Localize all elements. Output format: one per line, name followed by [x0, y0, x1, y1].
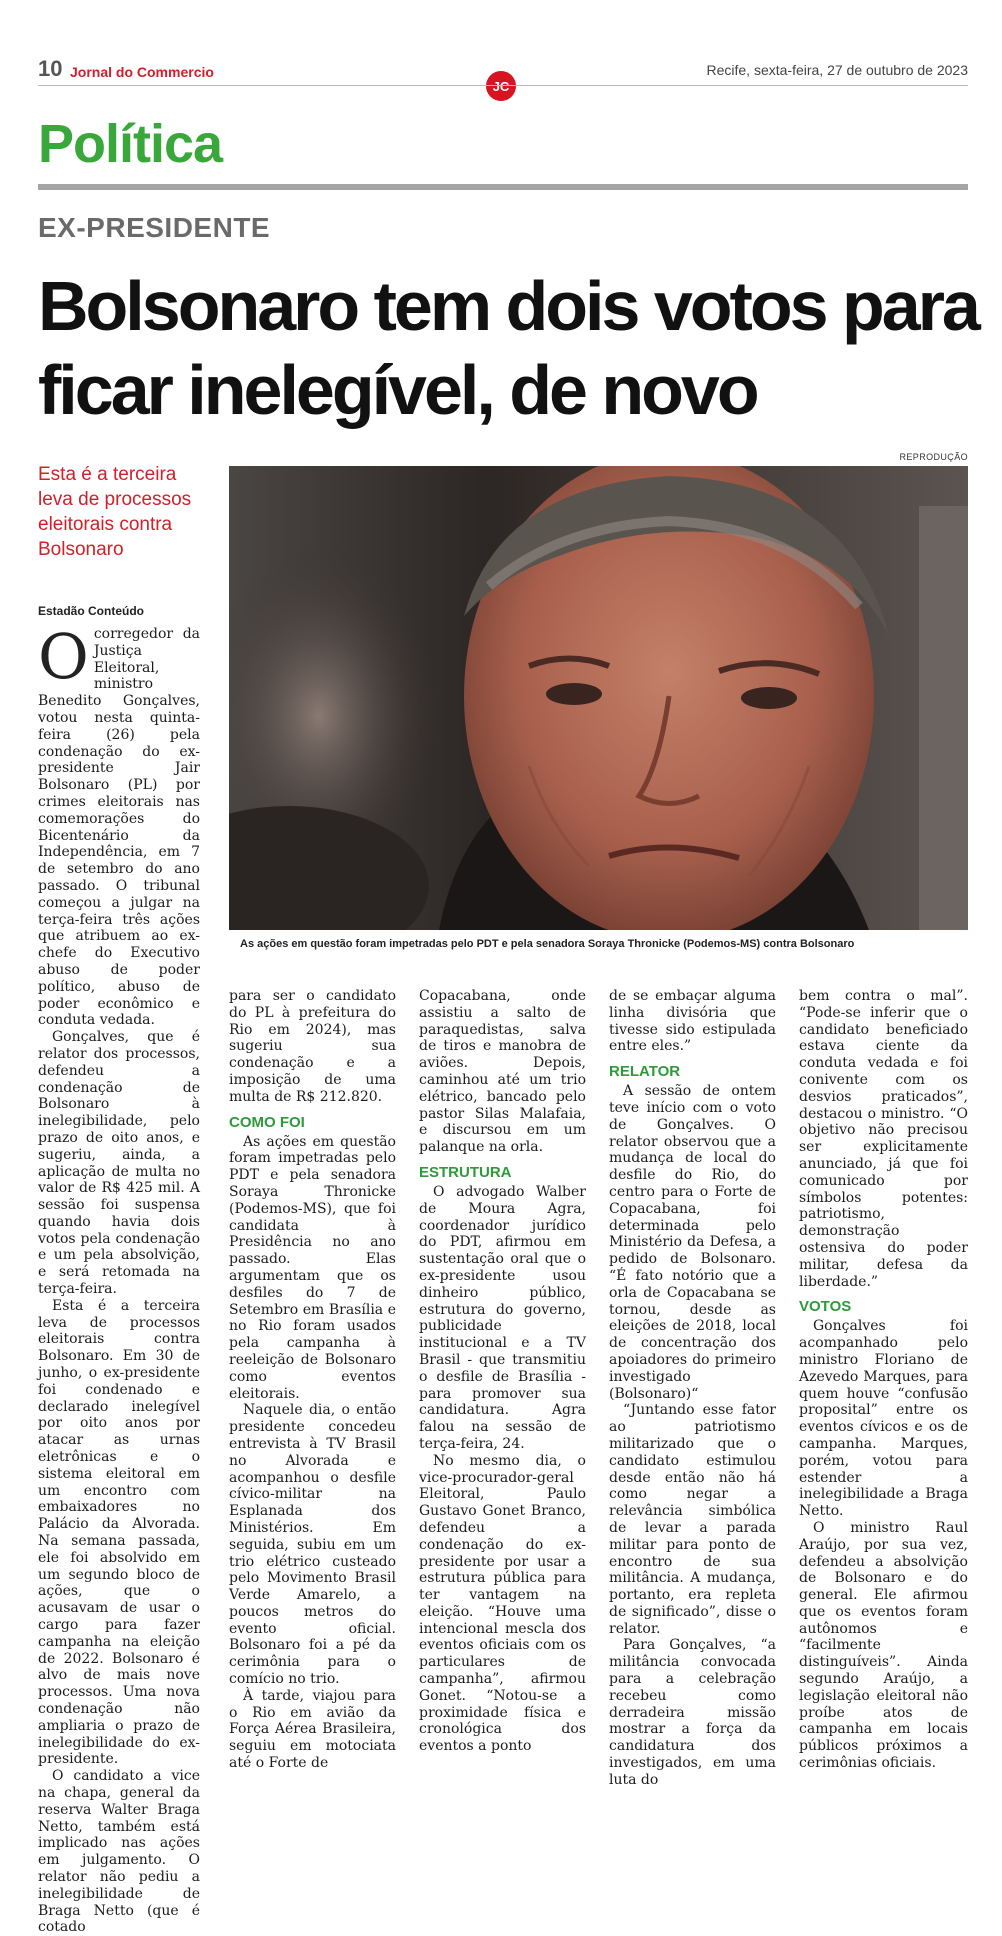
paragraph: para ser o candidato do PL à prefeitura do Rio em 2024), mas sugeriu sua condenação e a imposição de uma multa de R$ 212.820. — [229, 988, 396, 1105]
paragraph: O candidato a vice na chapa, general da reserva Walter Braga Netto, também está implicado nas ações em julgamento. O relator não pediu a inelegibilidade de Braga Netto (que é cotado — [38, 1768, 200, 1936]
kicker: EX-PRESIDENTE — [38, 212, 271, 243]
paragraph: A sessão de ontem teve início com o voto de Gonçalves. O relator observou que a mudança de local do desfile do Rio, do centro para o Forte de Copacabana, foi determinada pelo Ministério da Defesa, a pedido de Bolsonaro. “É fato notório que a orla de Copacabana se tornou, desde as eleições de 2018, local de concentração dos apoiadores do primeiro investigado (Bolsonaro)“ — [609, 1083, 776, 1402]
paragraph: Naquele dia, o então presidente concedeu entrevista à TV Brasil no Alvorada e acompanhou o desfile cívico-militar na Esplanada dos Ministérios. Em seguida, subiu em um trio elétrico custeado pelo Movimento Brasil Verde Amarelo, a poucos metros do evento oficial. Bolsonaro foi a pé da cerimônia para o comício no trio. — [229, 1402, 396, 1688]
deck: Esta é a terceira leva de processos eleitorais contra Bolsonaro — [38, 464, 192, 560]
portrait-illustration — [229, 466, 968, 930]
byline: Estadão Conteúdo — [38, 604, 145, 618]
headline: Bolsonaro tem dois votos para ficar inelegível, de novo — [38, 267, 978, 429]
paragraph: Esta é a terceira leva de processos eleitorais contra Bolsonaro. Em 30 de junho, o ex-presidente foi condenado e declarado inelegível por oito anos por atacar as urnas eletrônicas e o sistema eleitoral em um encontro com embaixadores no Palácio da Alvorada. Na semana passada, ele foi absolvido em um segundo bloco de ações, que o acusavam de usar o cargo para fazer campanha na eleição de 2022. Bolsonaro é alvo de mais nove processos. Uma nova condenação não ampliaria o prazo de inelegibilidade do ex-presidente. — [38, 1297, 200, 1768]
paragraph: As ações em questão foram impetradas pelo PDT e pela senadora Soraya Thronicke (Podemos-MS), que foi candidata à Presidência no ano passado. Elas argumentam que os desfiles do 7 de Setembro em Brasília e no Rio foram usados pela campanha à reeleição de Bolsonaro como eventos eleitorais. — [229, 1133, 396, 1402]
article-column-4 — [609, 988, 776, 1789]
page-number: 10 — [38, 56, 63, 81]
jc-logo: JC — [486, 71, 516, 101]
article-column-3 — [419, 988, 586, 1755]
paragraph: bem contra o mal”. “Pode-se inferir que o candidato beneficiado estava ciente da conduta vedada e foi conivente com os desvios praticados”, destacou o ministro. “O objetivo não precisou ser explicitamente anunciado, já que foi comunicado por símbolos potentes: patriotismo, demonstração ostensiva do poder militar, defesa da liberdade.” — [799, 988, 968, 1290]
article-column-1 — [38, 620, 200, 1936]
article-column-2 — [229, 988, 396, 1772]
paragraph: corregedor da Justiça Eleitoral, ministro Benedito Gonçalves, votou nesta quinta-feira (26) pela condenação do ex-presidente Jair Bolsonaro (PL) por crimes eleitorais nas comemorações do Bicentenário da Independência, em 7 de setembro do ano passado. O tribunal começou a julgar na terça-feira três ações que atribuem ao ex-chefe do Executivo abuso de poder político, abuso de poder econômico e conduta vedada. — [38, 626, 200, 1029]
subhead-votos: VOTOS — [799, 1298, 852, 1316]
paragraph: O ministro Raul Araújo, por sua vez, defendeu a absolvição de Bolsonaro e do general. Ele afirmou que os eventos foram autônomos e “facilmente distinguíveis”. Ainda segundo Araújo, a legislação eleitoral não proíbe atos de campanha em locais públicos próximos a cerimônias oficiais. — [799, 1519, 968, 1772]
dateline: Recife, sexta-feira, 27 de outubro de 2023 — [706, 62, 968, 78]
subhead-como-foi: COMO FOI — [229, 1113, 305, 1131]
header-rule — [38, 85, 968, 86]
article-column-5 — [799, 988, 968, 1772]
section-bar — [38, 184, 968, 190]
paragraph: de se embaçar alguma linha divisória que tivesse sido estipulada entre eles.” — [609, 988, 776, 1055]
drop-cap: O — [38, 620, 89, 693]
paragraph: No mesmo dia, o vice-procurador-geral Eleitoral, Paulo Gustavo Gonet Branco, defendeu a condenação do ex-presidente por usar a estrutura pública para ter vantagem na eleição. “Houve uma intencional mescla dos eventos oficiais com os particulares de campanha”, afirmou Gonet. “Notou-se a proximidade física e cronológica dos eventos a ponto — [419, 1452, 586, 1755]
paragraph: O advogado Walber de Moura Agra, coordenador jurídico do PDT, afirmou em sustentação oral que o ex-presidente usou dinheiro público, estrutura do governo, publicidade institucional e a TV Brasil - que transmitiu o desfile de Brasília - para promover sua candidatura. Agra falou na sessão de terça-feira, 24. — [419, 1183, 586, 1452]
subhead-relator: RELATOR — [609, 1063, 681, 1081]
photo-caption: As ações em questão foram impetradas pelo PDT e pela senadora Soraya Thronicke (Podemos-MS) contra Bolsonaro — [240, 938, 855, 950]
paragraph: À tarde, viajou para o Rio em avião da Força Aérea Brasileira, seguiu em motociata até o Forte de — [229, 1687, 396, 1772]
paragraph: Copacabana, onde assistiu a salto de paraquedistas, salva de tiros e manobra de aviões. Depois, caminhou até um trio elétrico, bancado pelo pastor Silas Malafaia, e discursou em um palanque na orla. — [419, 988, 586, 1156]
paragraph: Gonçalves, que é relator dos processos, defendeu a condenação de Bolsonaro à inelegibilidade, pelo prazo de oito anos, e sugeriu, ainda, a aplicação de multa no valor de R$ 425 mil. A sessão foi suspensa quando havia dois votos pela condenação e um pela absolvição, e será retomada na terça-feira. — [38, 1029, 200, 1298]
photo-credit: REPRODUÇÃO — [899, 452, 968, 462]
newspaper-brand: Jornal do Commercio — [70, 64, 214, 80]
section-title: Política — [38, 114, 223, 174]
subhead-estrutura: ESTRUTURA — [419, 1163, 512, 1181]
article-photo — [229, 466, 968, 930]
paragraph: Gonçalves foi acompanhado pelo ministro Floriano de Azevedo Marques, para quem houve “confusão proposital” entre os eventos cívicos e os de campanha. Marques, porém, votou para estender a inelegibilidade a Braga Netto. — [799, 1318, 968, 1520]
paragraph: Para Gonçalves, “a militância convocada para a celebração recebeu como derradeira missão mostrar a força da candidatura dos investigados, em uma luta do — [609, 1637, 776, 1788]
paragraph: “Juntando esse fator ao patriotismo militarizado que o candidato estimulou desde então não há como negar a relevância simbólica de levar a parada militar para ponto de encontro de sua militância. A mudança, portanto, era repleta de significado”, disse o relator. — [609, 1402, 776, 1637]
